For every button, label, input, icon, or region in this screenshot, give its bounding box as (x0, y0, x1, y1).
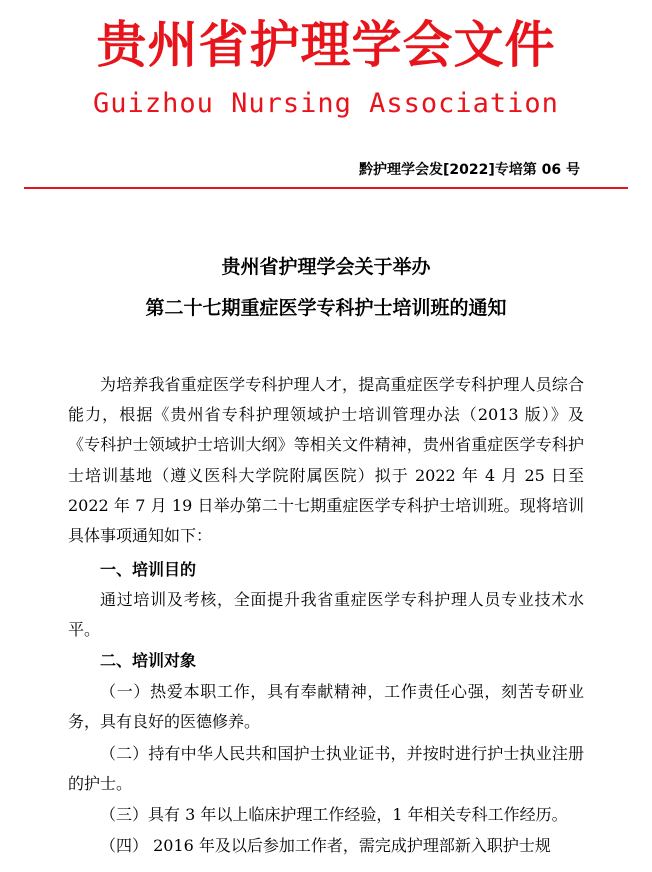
section-heading-purpose: 一、培训目的 (100, 560, 197, 579)
section-heading-participants: 二、培训对象 (100, 651, 197, 670)
notice-title-line-1: 贵州省护理学会关于举办 (221, 256, 431, 278)
document-header-title: 贵州省护理学会文件 (96, 16, 556, 74)
header-divider (24, 187, 628, 189)
requirement-item-1: （一）热爱本职工作，具有奉献精神，工作责任心强，刻苦专研业务，具有良好的医德修养。 (68, 682, 584, 732)
document-header-english-title: Guizhou Nursing Association (93, 88, 559, 119)
requirement-item-4: （四） 2016 年及以后参加工作者，需完成护理部新入职护士规 (100, 836, 551, 855)
section-purpose-paragraph: 通过培训及考核，全面提升我省重症医学专科护理人员专业技术水平。 (68, 590, 584, 640)
notice-title-line-2: 第二十七期重症医学专科护士培训班的通知 (145, 297, 507, 319)
requirement-item-3: （三）具有 3 年以上临床护理工作经验，1 年相关专科工作经历。 (100, 805, 568, 824)
intro-paragraph: 为培养我省重症医学专科护理人才，提高重症医学专科护理人员综合能力，根据《贵州省专科护理领域护士培训管理办法（2013 版）》及《专科护士领域护士培训大纲》等相关文件精神，贵州省重症医学专科护士培训基地（遵义医科大学院附属医院）拟于 2022 年 4 月 25 日至 2022 年 7 月 19 日举办第二十七期重症医学专科护士培训班。现将培训具体事项通知如下： (68, 375, 584, 546)
requirement-item-2: （二）持有中华人民共和国护士执业证书，并按时进行护士执业注册的护士。 (68, 744, 584, 794)
document-number: 黔护理学会发[2022]专培第 06 号 (359, 162, 580, 178)
